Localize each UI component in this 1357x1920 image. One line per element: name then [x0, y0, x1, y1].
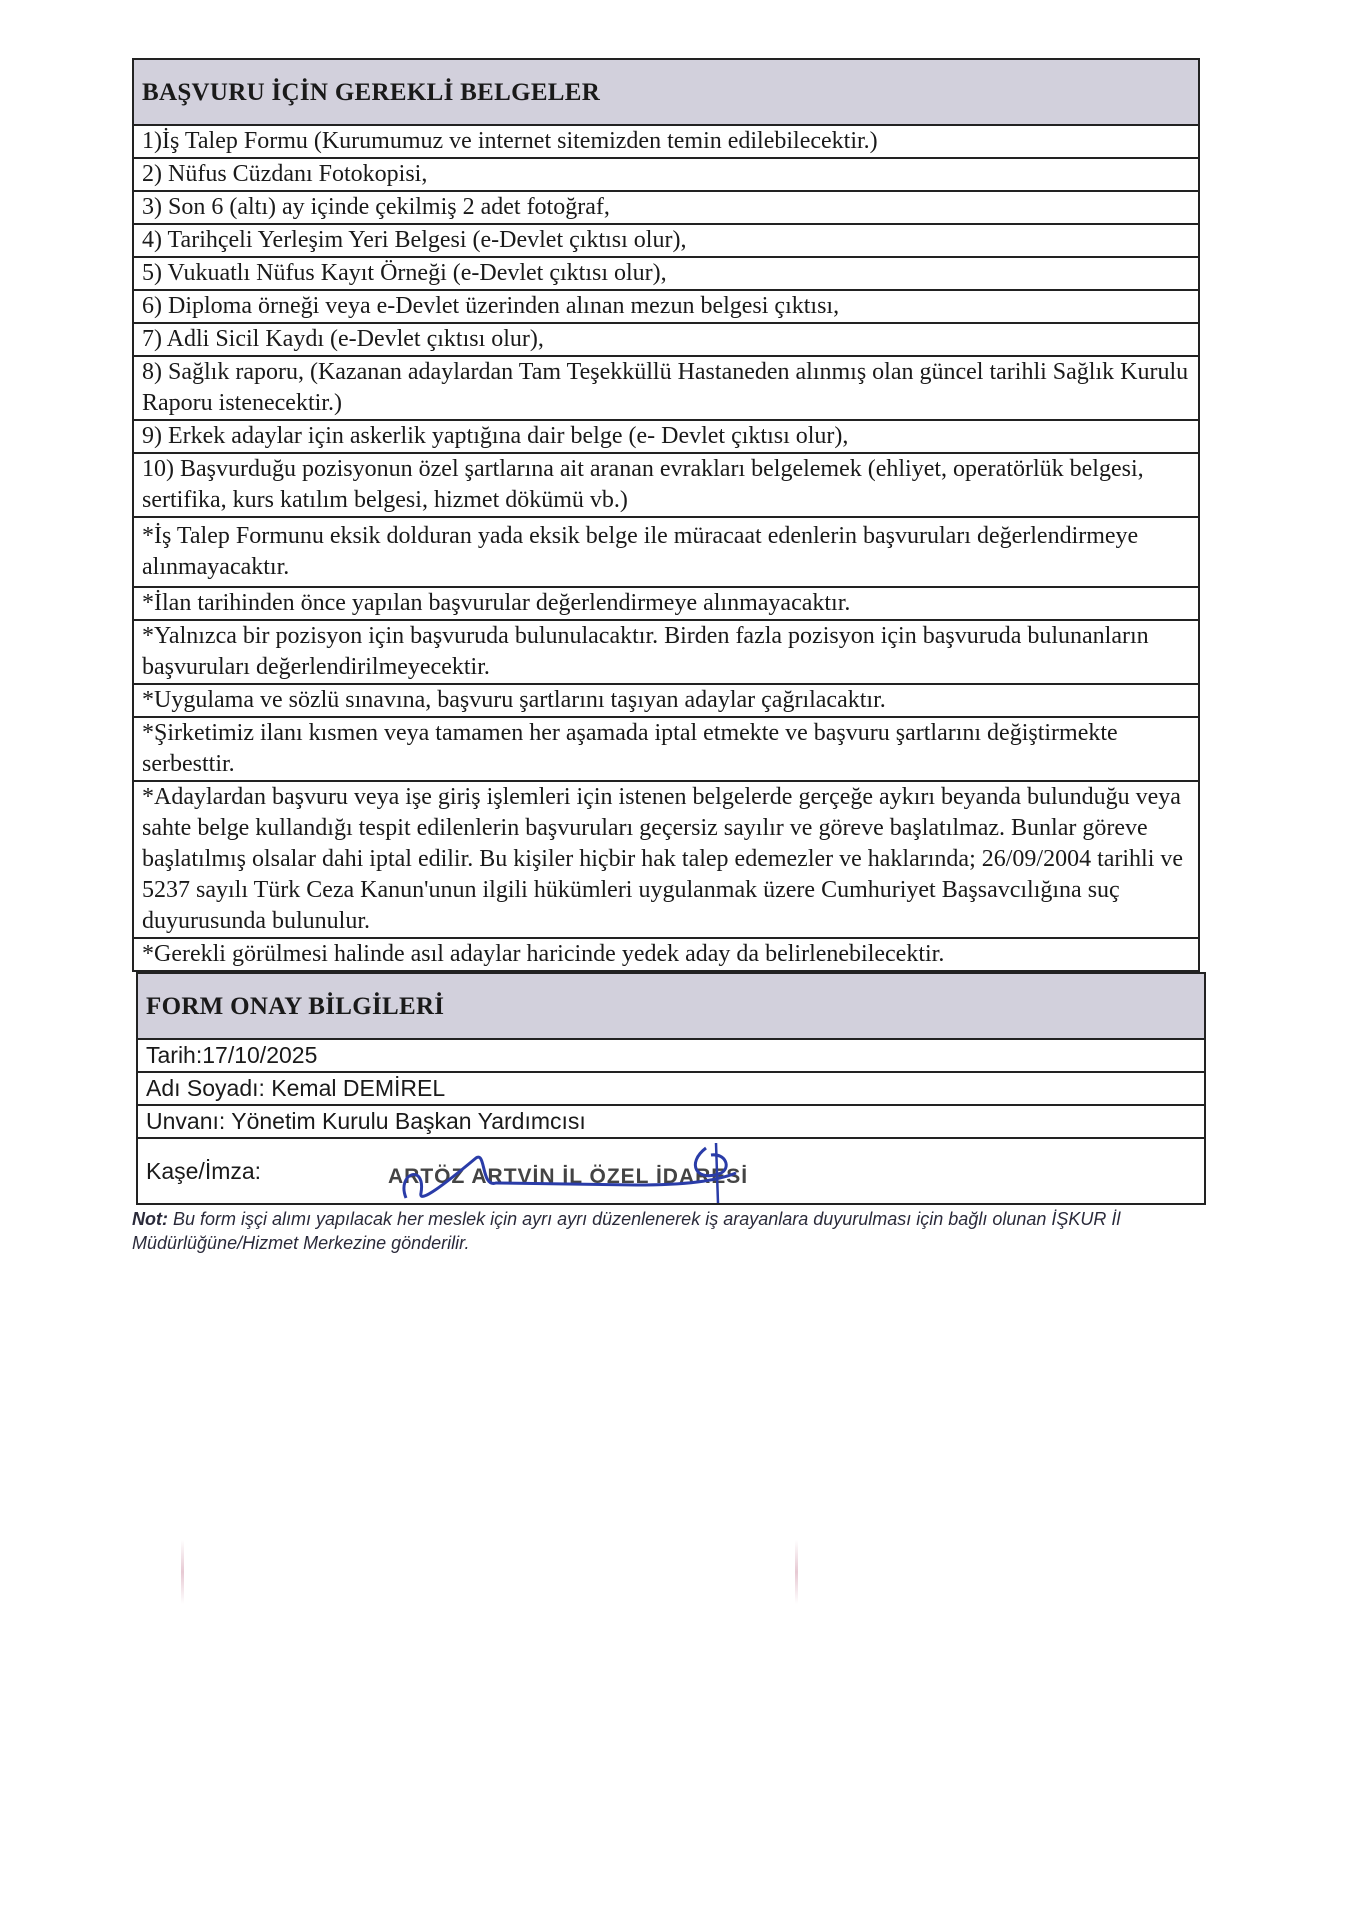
document-sheet	[132, 58, 1200, 1255]
date-field: Tarih:17/10/2025	[138, 1040, 1204, 1073]
requirement-item-5: 5) Vukuatlı Nüfus Kayıt Örneği (e-Devlet çıktısı olur),	[134, 258, 1198, 291]
requirement-item-6: 6) Diploma örneği veya e-Devlet üzerinden alınan mezun belgesi çıktısı,	[134, 291, 1198, 324]
company-stamp: ARTÖZ ARTVİN İL ÖZEL İDARESİ	[388, 1165, 749, 1188]
scan-artifact	[181, 1540, 184, 1604]
requirement-item-7: 7) Adli Sicil Kaydı (e-Devlet çıktısı olur),	[134, 324, 1198, 357]
requirement-item-1: 1)İş Talep Formu (Kurumumuz ve internet sitemizden temin edilebilecektir.)	[134, 126, 1198, 159]
footnote-label: Not:	[132, 1209, 168, 1229]
requirement-item-10: 10) Başvurduğu pozisyonun özel şartlarına ait aranan evrakları belgelemek (ehliyet, operatörlük belgesi, sertifika, kurs katılım belgesi, hizmet dökümü vb.)	[134, 454, 1198, 518]
footnote	[132, 1207, 1200, 1255]
footnote-text: Bu form işçi alımı yapılacak her meslek için ayrı ayrı düzenlenerek iş arayanlara duyurulması için bağlı olunan İŞKUR İl Müdürlüğüne/Hizmet Merkezine gönderilir.	[132, 1209, 1121, 1253]
requirement-item-9: 9) Erkek adaylar için askerlik yaptığına dair belge (e- Devlet çıktısı olur),	[134, 421, 1198, 454]
job-title-field: Unvanı: Yönetim Kurulu Başkan Yardımcısı	[138, 1106, 1204, 1139]
note-exam-invitation: *Uygulama ve sözlü sınavına, başvuru şartlarını taşıyan adaylar çağrılacaktır.	[134, 685, 1198, 718]
requirement-item-2: 2) Nüfus Cüzdanı Fotokopisi,	[134, 159, 1198, 192]
form-approval-table	[136, 972, 1206, 1205]
signature-label: Kaşe/İmza:	[146, 1157, 262, 1184]
requirements-title: BAŞVURU İÇİN GEREKLİ BELGELER	[134, 60, 1198, 126]
note-cancellation-right: *Şirketimiz ilanı kısmen veya tamamen her aşamada iptal etmekte ve başvuru şartlarını değiştirmekte serbesttir.	[134, 718, 1198, 782]
signature-row	[138, 1139, 1204, 1205]
requirement-item-4: 4) Tarihçeli Yerleşim Yeri Belgesi (e-Devlet çıktısı olur),	[134, 225, 1198, 258]
note-incomplete-form: *İş Talep Formunu eksik dolduran yada eksik belge ile müracaat edenlerin başvuruları değerlendirmeye alınmayacaktır.	[134, 518, 1198, 588]
note-false-documents: *Adaylardan başvuru veya işe giriş işlemleri için istenen belgelerde gerçeğe aykırı beyanda bulunduğu veya sahte belge kullandığı tespit edilenlerin başvuruları geçersiz sayılır ve göreve başlatılmaz. Bunlar göreve başlatılmış olsalar dahi iptal edilir. Bu kişiler hiçbir hak talep edemezler ve haklarında; 26/09/2004 tarihli ve 5237 sayılı Türk Ceza Kanun'unun ilgili hükümleri uygulanmak üzere Cumhuriyet Başsavcılığına suç duyurusunda bulunulur.	[134, 782, 1198, 939]
note-single-position: *Yalnızca bir pozisyon için başvuruda bulunulacaktır. Birden fazla pozisyon için başvuruda bulunanların başvuruları değerlendirilmeyecektir.	[134, 621, 1198, 685]
requirement-item-3: 3) Son 6 (altı) ay içinde çekilmiş 2 adet fotoğraf,	[134, 192, 1198, 225]
requirements-table	[132, 58, 1200, 972]
note-early-applications: *İlan tarihinden önce yapılan başvurular değerlendirmeye alınmayacaktır.	[134, 588, 1198, 621]
scan-artifact	[795, 1540, 798, 1604]
requirement-item-8: 8) Sağlık raporu, (Kazanan adaylardan Tam Teşekküllü Hastaneden alınmış olan güncel tarihli Sağlık Kurulu Raporu istenecektir.)	[134, 357, 1198, 421]
name-field: Adı Soyadı: Kemal DEMİREL	[138, 1073, 1204, 1106]
form-approval-title: FORM ONAY BİLGİLERİ	[138, 974, 1204, 1040]
note-reserve-candidates: *Gerekli görülmesi halinde asıl adaylar haricinde yedek aday da belirlenebilecektir.	[134, 939, 1198, 972]
